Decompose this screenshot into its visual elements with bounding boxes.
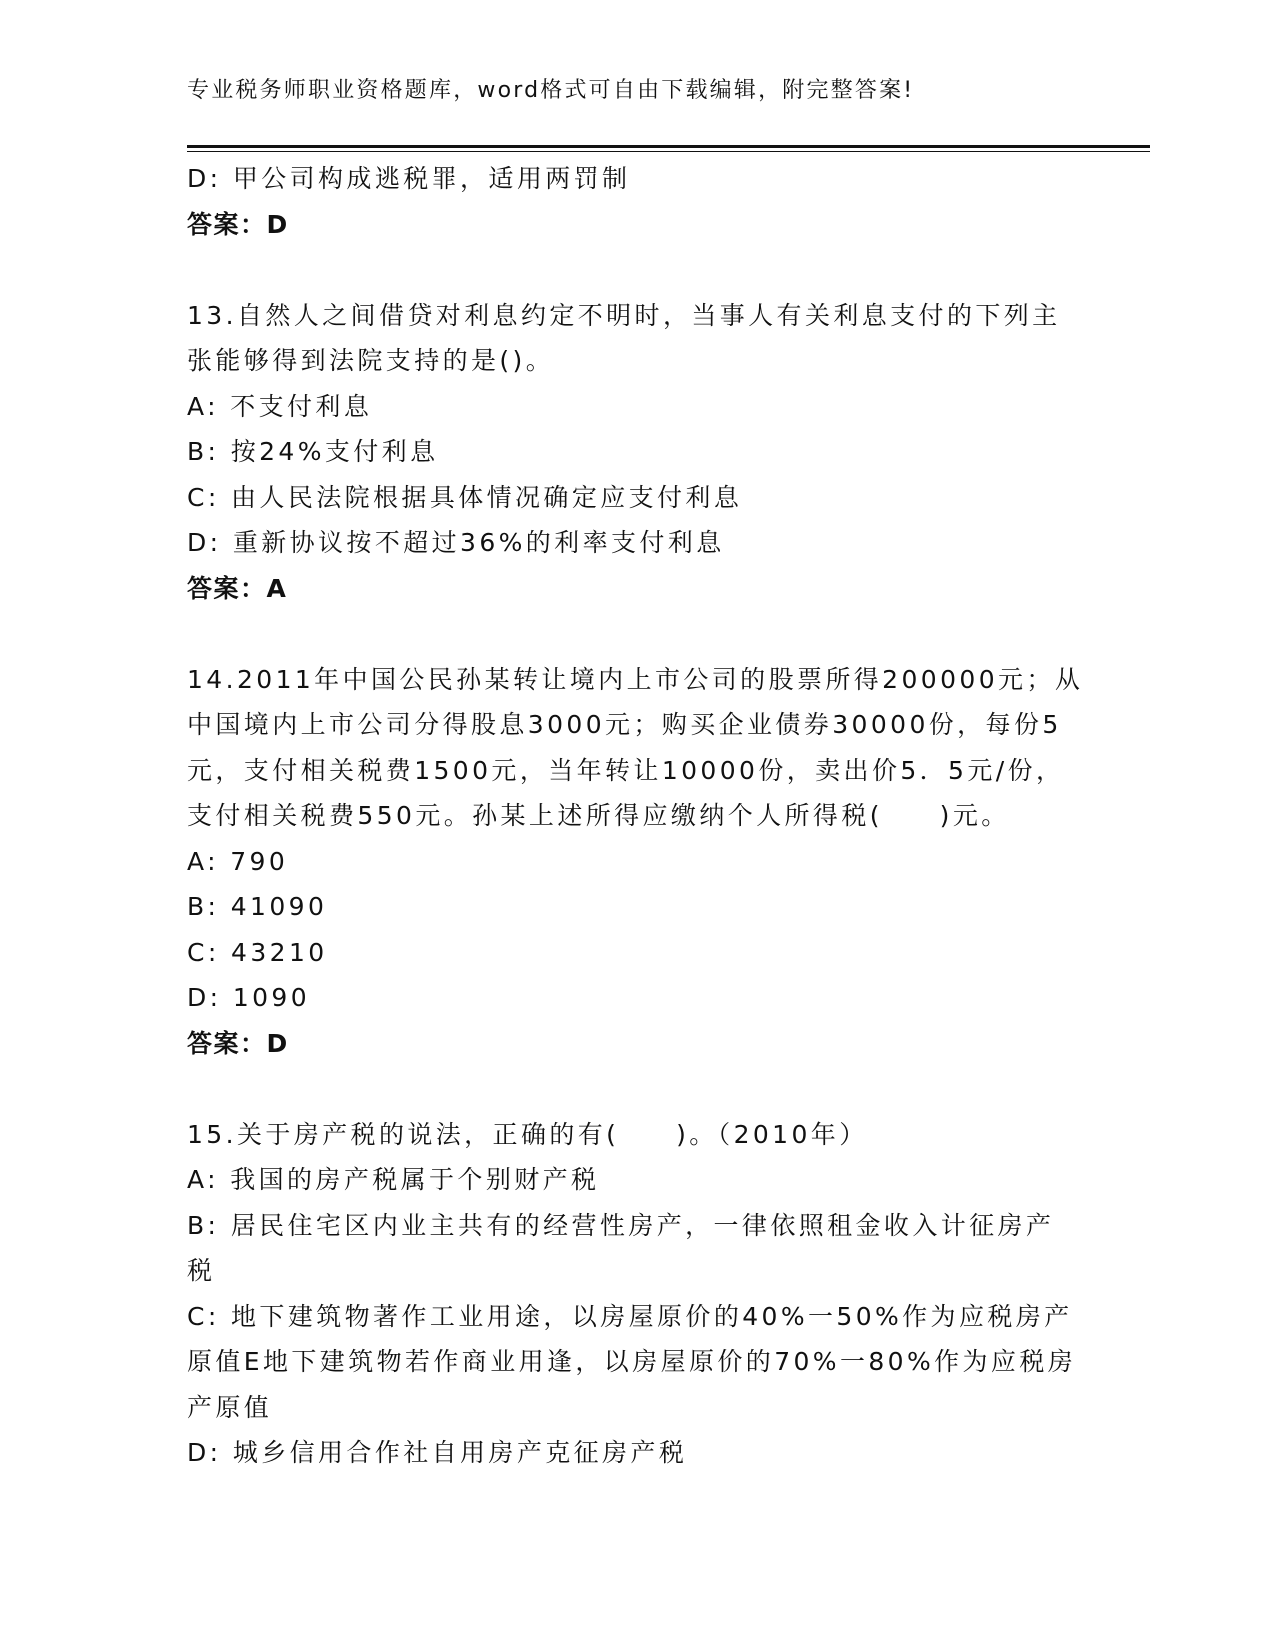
option-c: C: 43210 [187, 937, 328, 967]
option-c-continued: 产原值 [187, 1392, 273, 1422]
question-stem-line: 13.自然人之间借贷对利息约定不明时，当事人有关利息支付的下列主 [187, 300, 1061, 330]
option-b: B: 居民住宅区内业主共有的经营性房产，一律依照租金收入计征房产 [187, 1210, 1055, 1240]
option-c: C: 由人民法院根据具体情况确定应支付利息 [187, 482, 743, 512]
option-d: D: 1090 [187, 983, 311, 1012]
option-b-continued: 税 [187, 1256, 216, 1285]
option-a: A: 790 [187, 846, 289, 876]
document-body [187, 156, 1087, 1476]
spacer [187, 611, 1087, 657]
option-b: B: 41090 [187, 892, 328, 921]
question-stem-line: 15.关于房产税的说法，正确的有( )。（2010年） [187, 1119, 868, 1149]
prev-answer: 答案：D [187, 209, 289, 239]
question-13 [187, 293, 1087, 612]
document-header: 专业税务师职业资格题库，word格式可自由下载编辑，附完整答案! [187, 78, 915, 103]
option-b: B: 按24%支付利息 [187, 437, 439, 466]
question-stem-line: 支付相关税费550元。孙某上述所得应缴纳个人所得税( )元。 [187, 801, 1010, 830]
question-stem-line: 14.2011年中国公民孙某转让境内上市公司的股票所得200000元；从 [187, 664, 1084, 694]
question-stem-line: 元，支付相关税费1500元，当年转让10000份，卖出价5．5元/份， [187, 755, 1065, 785]
option-a: A: 我国的房产税属于个别财产税 [187, 1165, 600, 1194]
question-stem-line: 张能够得到法院支持的是()。 [187, 346, 555, 375]
header-divider [187, 145, 1150, 152]
option-c: C: 地下建筑物著作工业用途，以房屋原价的40%一50%作为应税房产 [187, 1301, 1073, 1331]
answer-label: 答案：D [187, 1028, 289, 1058]
spacer [187, 1066, 1087, 1112]
prev-option-d: D: 甲公司构成逃税罪，适用两罚制 [187, 164, 631, 193]
spacer [187, 247, 1087, 293]
option-d: D: 城乡信用合作社自用房产克征房产税 [187, 1438, 688, 1467]
option-d: D: 重新协议按不超过36%的利率支付利息 [187, 528, 725, 557]
question-stem-line: 中国境内上市公司分得股息3000元；购买企业债券30000份，每份5 [187, 710, 1062, 739]
answer-label: 答案：A [187, 573, 288, 603]
question-14 [187, 657, 1087, 1067]
option-a: A: 不支付利息 [187, 391, 373, 421]
question-15 [187, 1112, 1087, 1476]
option-c-continued: 原值E地下建筑物若作商业用逢，以房屋原价的70%一80%作为应税房 [187, 1347, 1077, 1376]
